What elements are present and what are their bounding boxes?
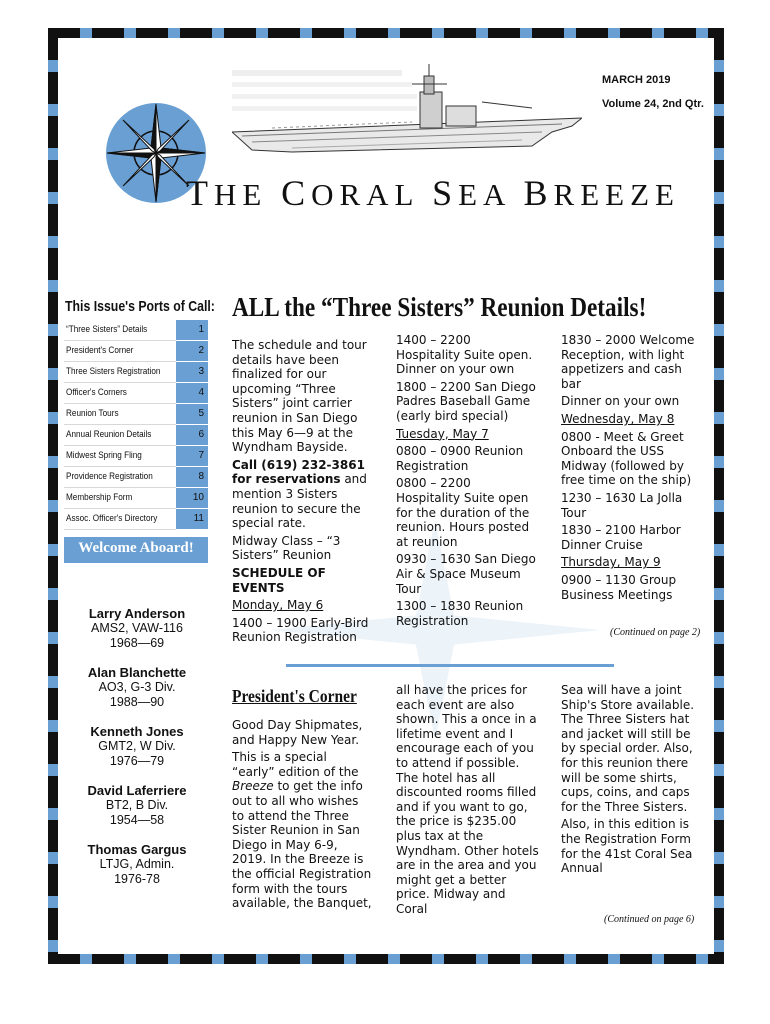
presidents-column-1: [232, 718, 372, 914]
article-column-3: [561, 333, 703, 605]
toc-item-label: Providence Registration: [66, 471, 153, 482]
toc-item[interactable]: [64, 509, 208, 530]
president-greeting: Good Day Shipmates, and Happy New Year.: [232, 718, 363, 747]
welcome-banner: Welcome Aboard!: [64, 537, 208, 563]
president-paragraph-3: Sea will have a joint Ship's Store available. The Three Sisters hat and jacket will still be by special order. Also, for this reunion there will be some shirts, cups, coins, and caps for the Three Sisters.: [561, 683, 695, 814]
member-detail: AMS2, VAW-116: [91, 621, 183, 635]
toc-item-page: 4: [176, 383, 208, 404]
toc-item-page: 10: [176, 488, 208, 509]
issue-date: MARCH 2019: [602, 74, 671, 86]
toc-item-label: Officer's Corners: [66, 387, 127, 398]
event-tue-6: Dinner on your own: [561, 394, 680, 409]
toc-item[interactable]: [64, 446, 208, 467]
event-wed-1: 0800 - Meet & Greet Onboard the USS Midway (followed by free time on the ship): [561, 429, 692, 488]
section-divider: [286, 664, 614, 667]
toc-item-label: Reunion Tours: [66, 408, 119, 419]
toc-item-page: 5: [176, 404, 208, 425]
event-tue-4: 1300 – 1830 Reunion Registration: [396, 599, 524, 628]
article-column-1: [232, 338, 370, 648]
member-detail: AO3, G-3 Div.: [98, 680, 176, 694]
toc-item-label: Midwest Spring Fling: [66, 450, 142, 461]
member-entry: [72, 665, 202, 710]
toc-item-label: President's Corner: [66, 345, 134, 356]
member-detail: 1988—90: [109, 695, 165, 709]
toc-item-page: 11: [176, 509, 208, 530]
toc-item[interactable]: [64, 320, 208, 341]
presidents-column-2: [396, 683, 540, 920]
day-wednesday: Wednesday, May 8: [561, 411, 675, 426]
toc-item-page: 2: [176, 341, 208, 362]
presidents-corner-heading: President's Corner: [232, 686, 357, 706]
event-mon-2: 1400 – 2200 Hospitality Suite open. Dinner on your own: [396, 333, 533, 377]
presidents-column-3: [561, 683, 703, 879]
president-paragraph-4: Also, in this edition is the Registration Form for the 41st Coral Sea Annual: [561, 817, 693, 876]
day-tuesday: Tuesday, May 7: [396, 426, 489, 441]
continued-note-page-2: (Continued on page 2): [610, 627, 701, 638]
member-detail: 1954—58: [109, 813, 165, 827]
event-tue-2: 0800 – 2200 Hospitality Suite open for the duration of the reunion. Hours posted at reunion: [396, 476, 530, 549]
reservation-phone: Call (619) 232-3861 for reservations: [232, 457, 365, 487]
midway-class: Midway Class – “3 Sisters” Reunion: [232, 533, 341, 563]
toc-item[interactable]: [64, 362, 208, 383]
new-members-list: [72, 606, 202, 901]
schedule-heading: SCHEDULE OF EVENTS: [232, 565, 326, 595]
toc-item-page: 3: [176, 362, 208, 383]
toc-item[interactable]: [64, 341, 208, 362]
reservation-note-text: and mention 3 Sisters reunion to secure the special rate.: [232, 472, 367, 531]
toc-item[interactable]: [64, 467, 208, 488]
newsletter-title: THE CORAL SEA BREEZE: [186, 173, 680, 213]
toc-item[interactable]: [64, 425, 208, 446]
member-detail: 1968—69: [109, 636, 165, 650]
member-name: Alan Blanchette: [87, 665, 187, 680]
toc-item[interactable]: [64, 404, 208, 425]
president-text-b: to get the info out to all who wishes to attend the Three Sister Reunion in San Diego in May 6-9, 2019. In the Breeze is the official Registration form with the tours available, the Banquet,: [232, 779, 372, 911]
aircraft-carrier-illustration: [232, 62, 582, 170]
event-tue-1: 0800 – 0900 Reunion Registration: [396, 444, 524, 473]
toc-item-page: 6: [176, 425, 208, 446]
member-name: Thomas Gargus: [87, 842, 187, 857]
member-entry: [72, 724, 202, 769]
member-detail: 1976—79: [109, 754, 165, 768]
toc-item-page: 8: [176, 467, 208, 488]
member-name: Larry Anderson: [88, 606, 186, 621]
president-paragraph-2: all have the prices for each event are also shown. This a once in a lifetime event and I encourage each of you to attend if possible. The hotel has all discounted rooms filled and if you want to go, the price is $235.00 plus tax at the Wyndham. Other hotels are in the area and you might get a better price. Midway and Coral: [396, 683, 539, 916]
member-name: Kenneth Jones: [90, 724, 184, 739]
event-mon-3: 1800 – 2200 San Diego Padres Baseball Game (early bird special): [396, 379, 536, 423]
member-detail: GMT2, W Div.: [98, 739, 176, 753]
president-text-a: This is a special “early” edition of the: [232, 750, 359, 779]
member-entry: [72, 783, 202, 828]
border-top: [48, 28, 724, 38]
toc-item-label: Three Sisters Registration: [66, 366, 161, 377]
reservation-note: [232, 458, 370, 531]
member-detail: BT2, B Div.: [105, 798, 169, 812]
event-tue-3: 0930 – 1630 San Diego Air & Space Museum Tour: [396, 552, 536, 596]
table-of-contents: [64, 320, 208, 530]
continued-note-page-6: (Continued on page 6): [604, 914, 695, 925]
event-thu-1: 0900 – 1130 Group Business Meetings: [561, 572, 677, 602]
member-detail: LTJG, Admin.: [99, 857, 175, 871]
member-detail: 1976-78: [114, 872, 160, 886]
toc-item-label: Annual Reunion Details: [66, 429, 152, 440]
issue-volume: Volume 24, 2nd Qtr.: [602, 98, 704, 110]
article-intro: The schedule and tour details have been finalized for our upcoming “Three Sisters” joint carrier reunion in San Diego this May 6—9 at the Wyndham Bayside.: [232, 338, 367, 455]
border-right: [714, 28, 724, 964]
event-wed-3: 1830 – 2100 Harbor Dinner Cruise: [561, 523, 681, 552]
border-left: [48, 28, 58, 964]
day-monday: Monday, May 6: [232, 598, 324, 613]
event-mon-1: 1400 – 1900 Early-Bird Reunion Registration: [232, 615, 369, 645]
member-name: David Laferriere: [87, 783, 187, 798]
toc-heading: This Issue's Ports of Call:: [65, 298, 215, 315]
member-entry: [72, 842, 202, 887]
toc-item-label: Membership Form: [66, 492, 133, 503]
president-paragraph: [232, 750, 372, 911]
day-thursday: Thursday, May 9: [561, 555, 661, 570]
toc-item-label: Assoc. Officer's Directory: [66, 513, 158, 524]
toc-item-page: 1: [176, 320, 208, 341]
breeze-italic: Breeze: [232, 779, 274, 794]
member-entry: [72, 606, 202, 651]
event-wed-2: 1230 – 1630 La Jolla Tour: [561, 490, 683, 520]
toc-item-page: 7: [176, 446, 208, 467]
toc-item[interactable]: [64, 488, 208, 509]
article-headline: ALL the “Three Sisters” Reunion Details!: [232, 292, 647, 322]
article-column-2: [396, 333, 538, 631]
border-bottom: [48, 954, 724, 964]
toc-item-label: “Three Sisters” Details: [66, 324, 148, 335]
event-tue-5: 1830 – 2000 Welcome Reception, with light appetizers and cash bar: [561, 333, 695, 391]
toc-item[interactable]: [64, 383, 208, 404]
